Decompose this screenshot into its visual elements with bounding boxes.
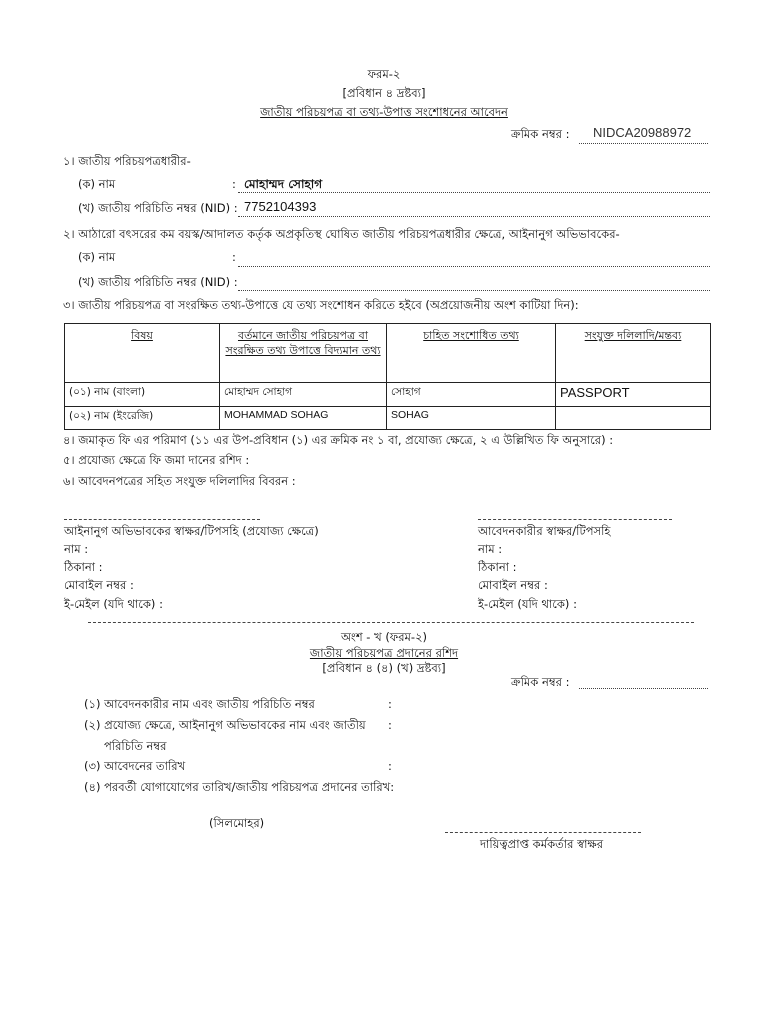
section3-heading: ৩। জাতীয় পরিচয়পত্র বা সংরক্ষিত তথ্য-উপাত্তে যে তথ্য সংশোধন করিতে হইবে (অপ্রয়োজনীয় অংশ কাটিয়া দিন): — [63, 298, 579, 312]
guardian-name-line — [238, 266, 710, 267]
table-cell: PASSPORT — [556, 383, 711, 407]
rule-reference: [প্রবিধান ৪ দ্রষ্টব্য] — [342, 86, 426, 100]
section5-text: ৫। প্রযোজ্য ক্ষেত্রে ফি জমা দানের রশিদ : — [63, 453, 250, 467]
table-cell — [556, 407, 711, 430]
receipt-item-4: (৪) পরবর্তী যোগাযোগের তারিখ/জাতীয় পরিচয়পত্র প্রদানের তারিখ: — [84, 780, 395, 794]
holder-name-value: মোহাম্মদ সোহাগ — [244, 177, 323, 191]
table-header-cell: বিষয় — [65, 324, 220, 383]
guardian-email: ই-মেইল (যদি থাকে) : — [64, 597, 163, 611]
applicant-mobile: মোবাইল নম্বর : — [478, 578, 548, 592]
receipt-serial-line — [579, 688, 708, 689]
applicant-email: ই-মেইল (যদি থাকে) : — [478, 597, 577, 611]
table-row — [65, 407, 711, 430]
table-cell: সোহাগ — [387, 383, 556, 407]
form-number: ফরম-২ — [367, 67, 401, 81]
applicant-signature-line — [478, 519, 672, 520]
receipt-rule-reference: [প্রবিধান ৪ (৪) (খ) দ্রষ্টব্য] — [322, 661, 446, 675]
section4-text: ৪। জমাকৃত ফি এর পরিমাণ (১১ এর উপ-প্রবিধান (১) এর ক্রমিক নং ১ বা, প্রযোজ্য ক্ষেত্রে, ২ এ উল্লিখিত ফি অনুসারে) : — [63, 433, 614, 447]
table-header-cell: চাহিত সংশোধিত তথ্য — [387, 324, 556, 383]
section1-heading: ১। জাতীয় পরিচয়পত্রধারীর- — [63, 154, 191, 168]
receipt-item-3-colon: : — [388, 759, 392, 773]
holder-nid-label: (খ) জাতীয় পরিচিতি নম্বর (NID) : — [78, 201, 238, 215]
guardian-nid-label: (খ) জাতীয় পরিচিতি নম্বর (NID) : — [78, 275, 238, 289]
table-cell: মোহাম্মদ সোহাগ — [220, 383, 387, 407]
cut-line — [88, 622, 694, 623]
applicant-name: নাম : — [478, 542, 503, 556]
receipt-item-1: (১) আবেদনকারীর নাম এবং জাতীয় পরিচিতি নম্বর — [84, 697, 315, 711]
guardian-name: নাম : — [64, 542, 89, 556]
table-header-cell: সংযুক্ত দলিলাদি/মন্তব্য — [556, 324, 711, 383]
guardian-signature-title: আইনানুগ অভিভাবকের স্বাক্ষর/টিপসহি (প্রযোজ্য ক্ষেত্রে) — [64, 524, 319, 538]
holder-name-label: (ক) নাম — [78, 177, 116, 191]
receipt-serial-label: ক্রমিক নম্বর : — [511, 675, 570, 689]
serial-label: ক্রমিক নম্বর : — [511, 127, 570, 141]
applicant-address: ঠিকানা : — [478, 560, 517, 574]
serial-line — [579, 143, 708, 144]
guardian-nid-line — [238, 290, 710, 291]
section6-text: ৬। আবেদনপত্রের সহিত সংযুক্ত দলিলাদির বিবরন : — [63, 474, 296, 488]
guardian-name-colon: : — [232, 250, 236, 264]
receipt-item-2-cont: পরিচিতি নম্বর — [104, 739, 167, 753]
receipt-item-2-colon: : — [388, 718, 392, 732]
officer-signature-line — [445, 832, 641, 833]
receipt-item-2: (২) প্রযোজ্য ক্ষেত্রে, আইনানুগ অভিভাবকের নাম এবং জাতীয় — [84, 718, 366, 732]
seal-label: (সিলমোহর) — [209, 816, 265, 830]
guardian-address: ঠিকানা : — [64, 560, 103, 574]
receipt-part: অংশ - খ (ফরম-২) — [340, 630, 428, 644]
holder-name-colon: : — [232, 177, 236, 191]
officer-signature-title: দায়িত্বপ্রাপ্ত কর্মকর্তার স্বাক্ষর — [480, 837, 604, 851]
guardian-mobile: মোবাইল নম্বর : — [64, 578, 134, 592]
receipt-title: জাতীয় পরিচয়পত্র প্রদানের রশিদ — [309, 646, 459, 660]
guardian-signature-line — [64, 519, 260, 520]
form-title: জাতীয় পরিচয়পত্র বা তথ্য-উপাত্ত সংশোধনের আবেদন — [260, 105, 508, 119]
table-row — [65, 383, 711, 407]
table-cell: (০১) নাম (বাংলা) — [65, 383, 220, 407]
holder-nid-value: 7752104393 — [244, 199, 317, 214]
guardian-name-label: (ক) নাম — [78, 250, 116, 264]
applicant-signature-title: আবেদনকারীর স্বাক্ষর/টিপসহি — [478, 524, 611, 538]
table-cell: (০২) নাম (ইংরেজি) — [65, 407, 220, 430]
table-cell: MOHAMMAD SOHAG — [220, 407, 387, 430]
receipt-item-1-colon: : — [388, 697, 392, 711]
table-header-cell: বর্তমানে জাতীয় পরিচয়পত্র বা সংরক্ষিত তথ্য উপাত্তে বিদ্যমান তথ্য — [220, 324, 387, 383]
holder-nid-line — [238, 216, 710, 217]
serial-number: NIDCA20988972 — [593, 125, 692, 140]
correction-table — [64, 323, 711, 430]
table-header-row — [65, 324, 711, 383]
receipt-item-3: (৩) আবেদনের তারিখ — [84, 759, 186, 773]
section2-heading: ২। আঠারো বৎসরের কম বয়স্ক/আদালত কর্তৃক অপ্রকৃতিস্থ ঘোষিত জাতীয় পরিচয়পত্রধারীর ক্ষেত্রে, আইনানুগ অভিভাবকের- — [63, 227, 620, 241]
table-cell: SOHAG — [387, 407, 556, 430]
holder-name-line — [238, 192, 710, 193]
